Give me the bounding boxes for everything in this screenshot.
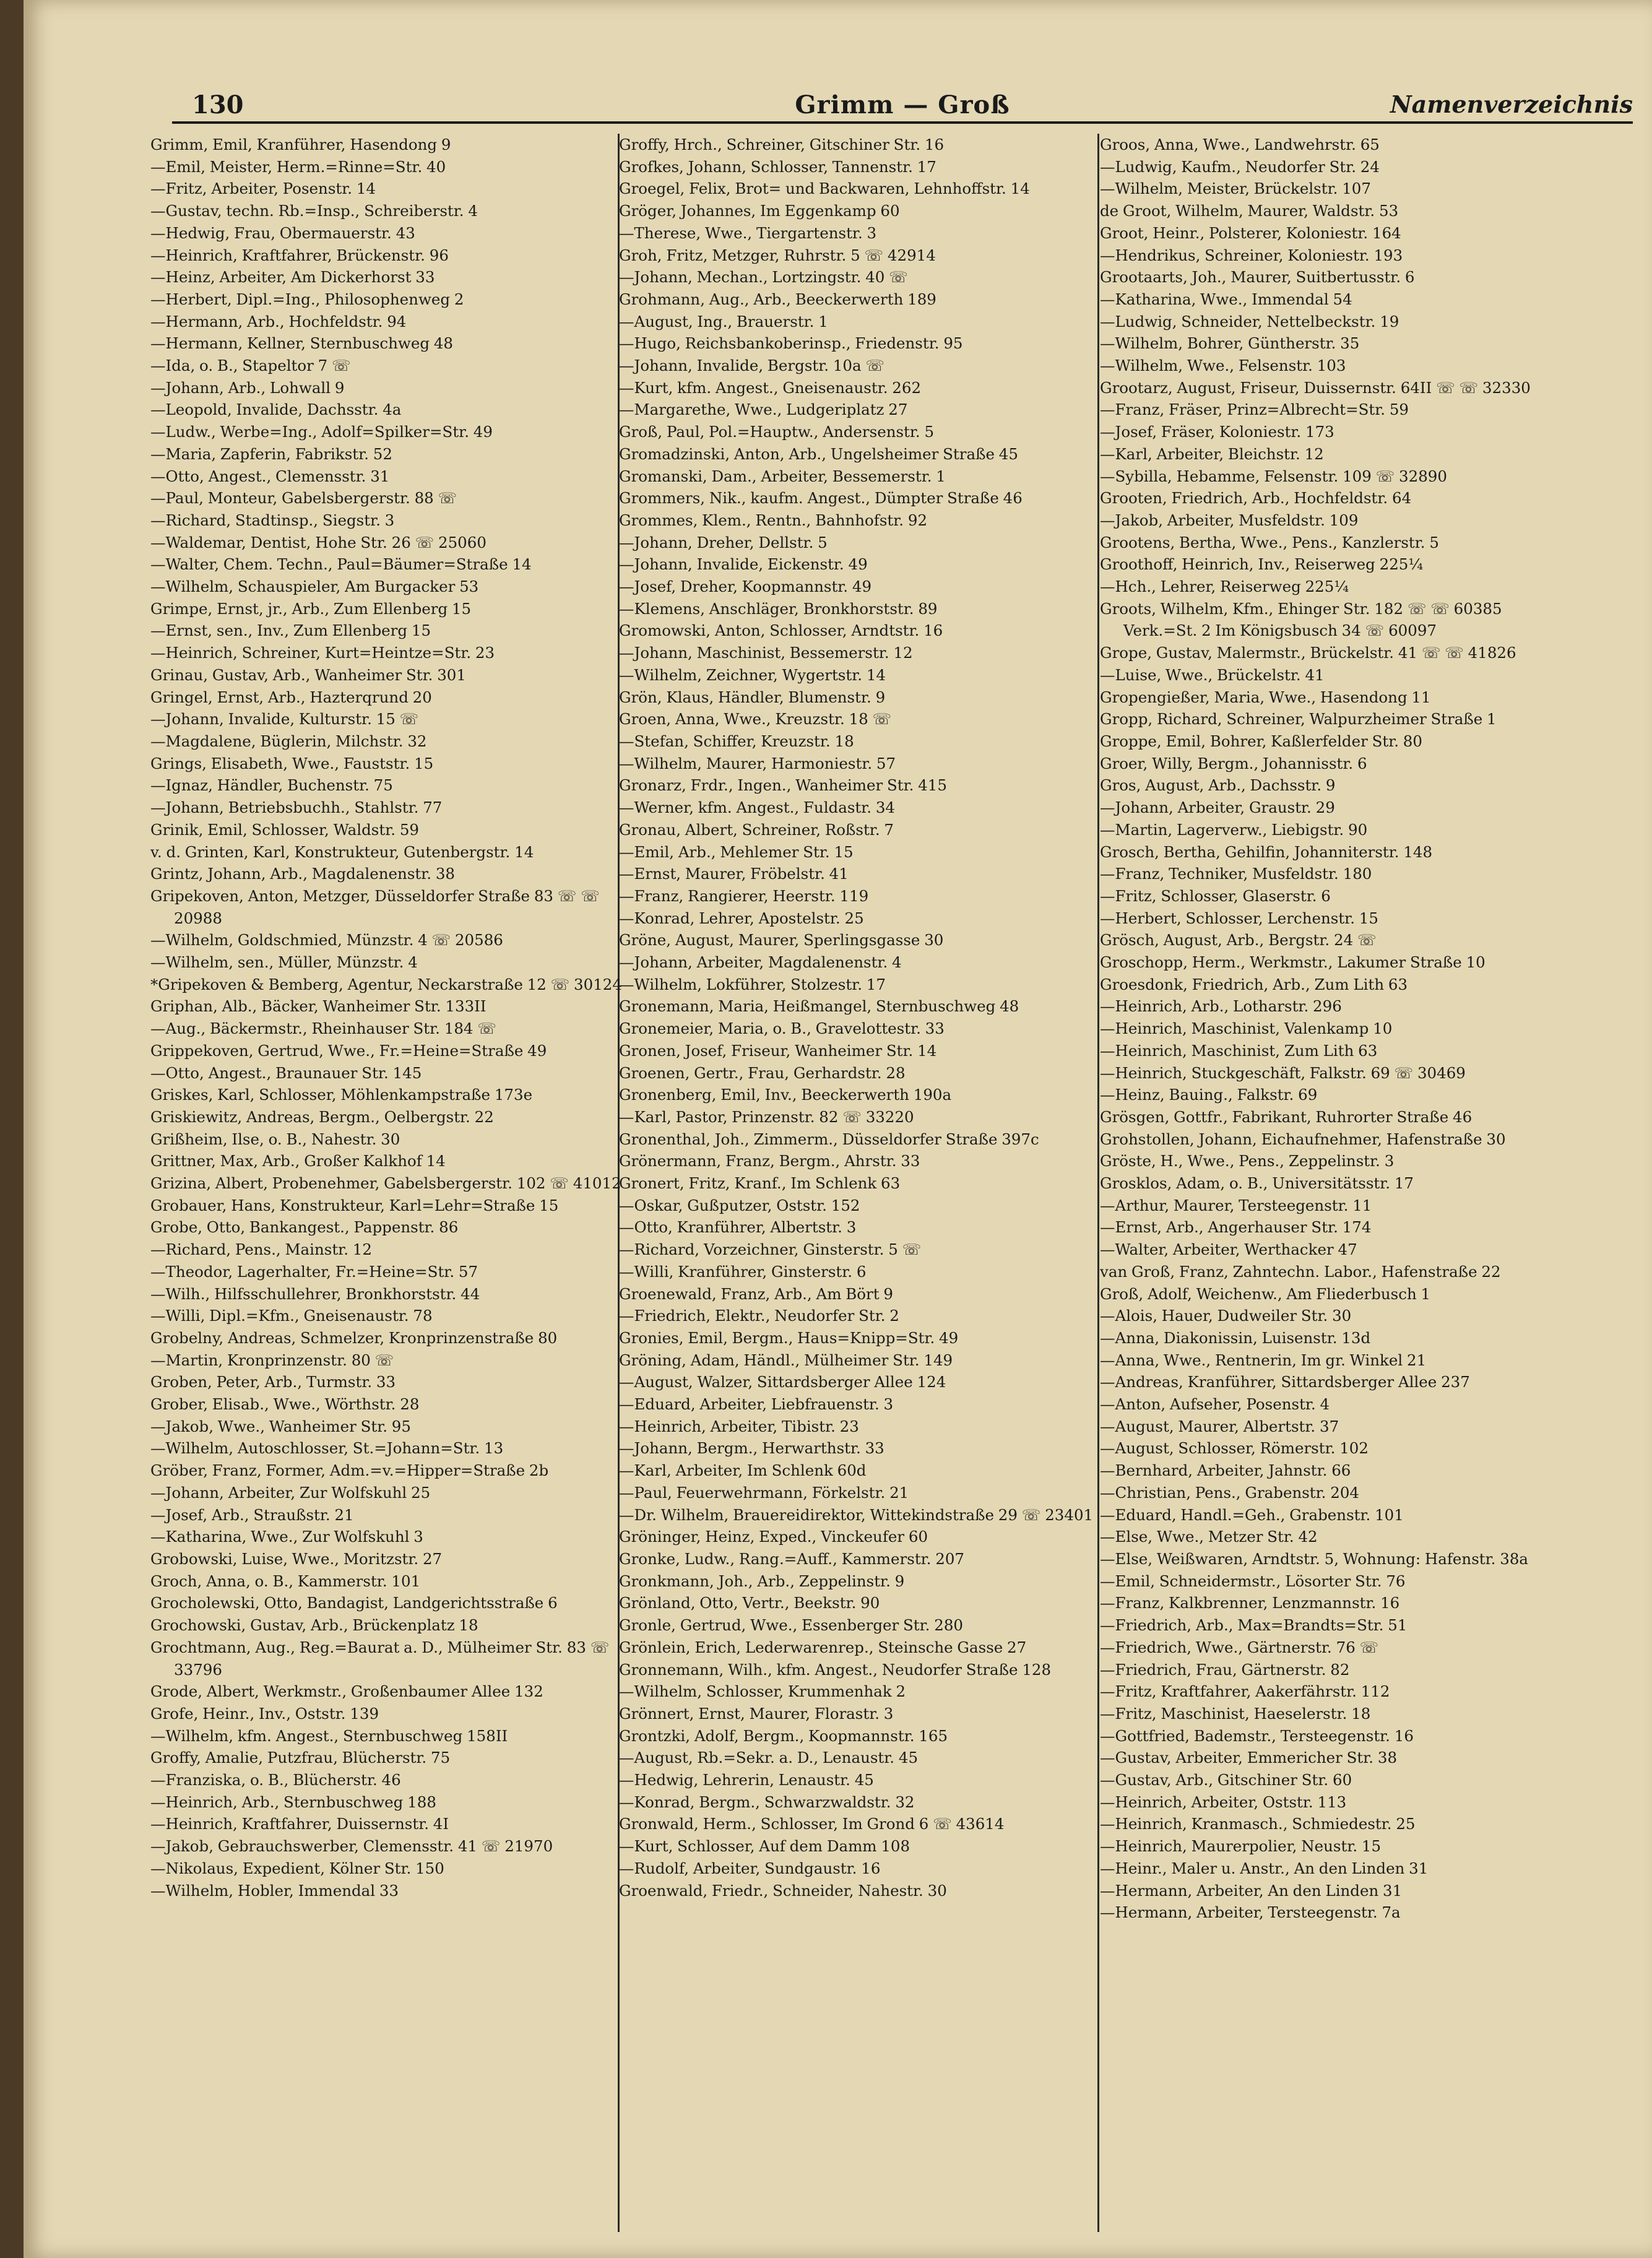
directory-entry: —Johann, Invalide, Kulturstr. 15 ☏ bbox=[150, 710, 419, 729]
directory-entry: Grizina, Albert, Probenehmer, Gabelsbergerstr. 102 ☏ 41012 bbox=[150, 1174, 621, 1193]
directory-entry: —Hedwig, Frau, Obermauerstr. 43 bbox=[150, 223, 415, 242]
directory-entry: —Friedrich, Wwe., Gärtnerstr. 76 ☏ bbox=[1100, 1638, 1379, 1656]
directory-entry: van Groß, Franz, Zahntechn. Labor., Hafenstraße 22 bbox=[1100, 1262, 1501, 1281]
directory-entry: Groos, Anna, Wwe., Landwehrstr. 65 bbox=[1100, 136, 1380, 154]
directory-entry: —Andreas, Kranführer, Sittardsberger Allee 237 bbox=[1100, 1373, 1470, 1391]
directory-entry: Gröning, Adam, Händl., Mülheimer Str. 149 bbox=[619, 1351, 953, 1369]
directory-entry: —Fritz, Kraftfahrer, Aakerfährstr. 112 bbox=[1100, 1682, 1390, 1701]
directory-entry: —Willi, Dipl.=Kfm., Gneisenaustr. 78 bbox=[150, 1307, 433, 1325]
directory-entry: Gronies, Emil, Bergm., Haus=Knipp=Str. 49 bbox=[619, 1328, 959, 1347]
directory-entry: Groschopp, Herm., Werkmstr., Lakumer Straße 10 bbox=[1100, 953, 1486, 972]
directory-entry: Grontzki, Adolf, Bergm., Koopmannstr. 165 bbox=[619, 1726, 948, 1745]
directory-entry: —Heinr., Maler u. Anstr., An den Linden 31 bbox=[1100, 1859, 1429, 1877]
directory-entry: Grootarz, August, Friseur, Duissernstr. 64II ☏ ☏ 32330 bbox=[1100, 378, 1531, 397]
directory-entry: —Eduard, Arbeiter, Liebfrauenstr. 3 bbox=[619, 1395, 894, 1414]
directory-entry: Grönnert, Ernst, Maurer, Florastr. 3 bbox=[619, 1704, 894, 1723]
directory-entry: —Heinrich, Maschinist, Zum Lith 63 bbox=[1100, 1041, 1378, 1060]
directory-entry: —Friedrich, Arb., Max=Brandts=Str. 51 bbox=[1100, 1616, 1408, 1635]
directory-entry: Gronenthal, Joh., Zimmerm., Düsseldorfer Straße 397c bbox=[619, 1130, 1039, 1148]
directory-entry: —Otto, Angest., Braunauer Str. 145 bbox=[150, 1063, 422, 1082]
directory-entry: Grohmann, Aug., Arb., Beeckerwerth 189 bbox=[619, 290, 936, 308]
directory-entry: Groenen, Gertr., Frau, Gerhardstr. 28 bbox=[619, 1063, 906, 1082]
directory-entry: —Wilh., Hilfsschullehrer, Bronkhorststr. 44 bbox=[150, 1284, 480, 1303]
directory-entry: Gröger, Johannes, Im Eggenkamp 60 bbox=[619, 202, 900, 220]
directory-entry: —Johann, Dreher, Dellstr. 5 bbox=[619, 533, 828, 552]
directory-entry: *Gripekoven & Bemberg, Agentur, Neckarstraße 12 ☏ 30124 bbox=[150, 975, 622, 993]
directory-entry: Grobowski, Luise, Wwe., Moritzstr. 27 bbox=[150, 1550, 443, 1568]
directory-entry: —Franz, Fräser, Prinz=Albrecht=Str. 59 bbox=[1100, 400, 1409, 419]
directory-entry: —Johann, Arbeiter, Magdalenenstr. 4 bbox=[619, 953, 902, 972]
directory-entry: —Else, Weißwaren, Arndtstr. 5, Wohnung: Hafenstr. 38a bbox=[1100, 1550, 1529, 1568]
directory-entry: Grosklos, Adam, o. B., Universitätsstr. 17 bbox=[1100, 1174, 1414, 1193]
directory-entry: —Heinrich, Maurerpolier, Neustr. 15 bbox=[1100, 1837, 1382, 1856]
directory-entry: —Wilhelm, Meister, Brückelstr. 107 bbox=[1100, 180, 1371, 198]
directory-entry: —Heinrich, Kranmasch., Schmiedestr. 25 bbox=[1100, 1815, 1416, 1833]
directory-entry: Grofkes, Johann, Schlosser, Tannenstr. 17 bbox=[619, 157, 936, 176]
directory-entry: Gromowski, Anton, Schlosser, Arndtstr. 16 bbox=[619, 621, 943, 640]
directory-entry: —Margarethe, Wwe., Ludgeriplatz 27 bbox=[619, 400, 908, 419]
directory-entry: Gronke, Ludw., Rang.=Auff., Kammerstr. 207 bbox=[619, 1550, 965, 1568]
directory-entry: —Heinrich, Schreiner, Kurt=Heintze=Str. 23 bbox=[150, 644, 495, 662]
directory-entry: —Heinrich, Arbeiter, Oststr. 113 bbox=[1100, 1793, 1347, 1811]
directory-entry: —Gustav, Arb., Gitschiner Str. 60 bbox=[1100, 1771, 1352, 1789]
directory-entry: —Heinrich, Arb., Lotharstr. 296 bbox=[1100, 997, 1342, 1016]
directory-entry: Groot, Heinr., Polsterer, Koloniestr. 164 bbox=[1100, 223, 1401, 242]
page-number: 130 bbox=[192, 90, 244, 119]
directory-entry: Groffy, Hrch., Schreiner, Gitschiner Str. 16 bbox=[619, 136, 945, 154]
directory-entry: —Heinrich, Arb., Sternbuschweg 188 bbox=[150, 1793, 436, 1811]
directory-entry: —Martin, Kronprinzenstr. 80 ☏ bbox=[150, 1351, 394, 1369]
directory-entry: Grope, Gustav, Malermstr., Brückelstr. 41 ☏ ☏ 41826 bbox=[1100, 644, 1516, 662]
directory-entry: —Ludw., Werbe=Ing., Adolf=Spilker=Str. 49 bbox=[150, 423, 493, 441]
directory-entry: Griskes, Karl, Schlosser, Möhlenkampstraße 173e bbox=[150, 1086, 533, 1104]
directory-entry: —Konrad, Lehrer, Apostelstr. 25 bbox=[619, 909, 864, 927]
directory-entry: —Waldemar, Dentist, Hohe Str. 26 ☏ 25060 bbox=[150, 533, 487, 552]
directory-entry: —Else, Wwe., Metzer Str. 42 bbox=[1100, 1528, 1318, 1546]
directory-entry: Grosch, Bertha, Gehilfin, Johanniterstr. 148 bbox=[1100, 842, 1433, 861]
directory-entry: —Hermann, Arbeiter, An den Linden 31 bbox=[1100, 1881, 1403, 1900]
directory-entry: —Fritz, Maschinist, Haeselerstr. 18 bbox=[1100, 1704, 1371, 1723]
directory-entry: —Johann, Arbeiter, Graustr. 29 bbox=[1100, 798, 1335, 817]
directory-entry: Grittner, Max, Arb., Großer Kalkhof 14 bbox=[150, 1152, 446, 1170]
directory-entry: —Leopold, Invalide, Dachsstr. 4a bbox=[150, 400, 402, 419]
directory-entry: —Luise, Wwe., Brückelstr. 41 bbox=[1100, 665, 1325, 684]
directory-entry: —Johann, Invalide, Eickenstr. 49 bbox=[619, 555, 868, 574]
directory-entry: Grönermann, Franz, Bergm., Ahrstr. 33 bbox=[619, 1152, 920, 1170]
directory-entry: Groh, Fritz, Metzger, Ruhrstr. 5 ☏ 42914 bbox=[619, 246, 936, 264]
directory-entry: —Heinrich, Kraftfahrer, Duissernstr. 4I bbox=[150, 1815, 449, 1833]
directory-entry: —Hermann, Arbeiter, Tersteegenstr. 7a bbox=[1100, 1903, 1401, 1922]
directory-entry: Gronkmann, Joh., Arb., Zeppelinstr. 9 bbox=[619, 1572, 905, 1590]
directory-entry: —Rudolf, Arbeiter, Sundgaustr. 16 bbox=[619, 1859, 881, 1877]
directory-entry: —Wilhelm, Schauspieler, Am Burgacker 53 bbox=[150, 577, 479, 596]
directory-entry: —Eduard, Handl.=Geh., Grabenstr. 101 bbox=[1100, 1505, 1404, 1524]
directory-entry: Griphan, Alb., Bäcker, Wanheimer Str. 133II bbox=[150, 997, 487, 1016]
directory-entry: —Fritz, Arbeiter, Posenstr. 14 bbox=[150, 180, 376, 198]
directory-entry: —Otto, Angest., Clemensstr. 31 bbox=[150, 467, 390, 485]
directory-entry: —Walter, Chem. Techn., Paul=Bäumer=Straße 14 bbox=[150, 555, 532, 574]
directory-entry: Grobelny, Andreas, Schmelzer, Kronprinzenstraße 80 bbox=[150, 1328, 558, 1347]
directory-entry: —Sybilla, Hebamme, Felsenstr. 109 ☏ 32890 bbox=[1100, 467, 1447, 485]
directory-entry: —Konrad, Bergm., Schwarzwaldstr. 32 bbox=[619, 1793, 915, 1811]
directory-entry: —Oskar, Gußputzer, Oststr. 152 bbox=[619, 1196, 860, 1214]
directory-entry: Grobauer, Hans, Konstrukteur, Karl=Lehr=Straße 15 bbox=[150, 1196, 559, 1214]
directory-entry: Gropp, Richard, Schreiner, Walpurzheimer Straße 1 bbox=[1100, 710, 1497, 729]
directory-entry: —Wilhelm, Goldschmied, Münzstr. 4 ☏ 20586 bbox=[150, 931, 503, 949]
directory-entry: Grösch, August, Arb., Bergstr. 24 ☏ bbox=[1100, 931, 1377, 949]
directory-entry: —Johann, Betriebsbuchh., Stahlstr. 77 bbox=[150, 798, 443, 817]
directory-entry: Grinik, Emil, Schlosser, Waldstr. 59 bbox=[150, 820, 419, 839]
directory-entry: —Ida, o. B., Stapeltor 7 ☏ bbox=[150, 357, 351, 375]
directory-entry: Grobe, Otto, Bankangest., Pappenstr. 86 bbox=[150, 1218, 459, 1237]
directory-entry: —Heinz, Arbeiter, Am Dickerhorst 33 bbox=[150, 268, 435, 287]
directory-entry: —Otto, Kranführer, Albertstr. 3 bbox=[619, 1218, 857, 1237]
directory-entry: —August, Ing., Brauerstr. 1 bbox=[619, 312, 828, 331]
directory-column-3 bbox=[1100, 134, 1578, 2238]
directory-entry: —Franziska, o. B., Blücherstr. 46 bbox=[150, 1771, 401, 1789]
directory-entry: —Heinz, Bauing., Falkstr. 69 bbox=[1100, 1086, 1318, 1104]
directory-entry: Gronau, Albert, Schreiner, Roßstr. 7 bbox=[619, 820, 894, 839]
directory-entry: Groegel, Felix, Brot= und Backwaren, Lehnhoffstr. 14 bbox=[619, 180, 1030, 198]
directory-entry: —Jakob, Arbeiter, Musfeldstr. 109 bbox=[1100, 511, 1359, 529]
directory-entry: Groppe, Emil, Bohrer, Kaßlerfelder Str. 80 bbox=[1100, 732, 1422, 750]
directory-entry: Gröninger, Heinz, Exped., Vinckeufer 60 bbox=[619, 1528, 928, 1546]
directory-entry: —Fritz, Schlosser, Glaserstr. 6 bbox=[1100, 886, 1331, 905]
directory-entry: Groch, Anna, o. B., Kammerstr. 101 bbox=[150, 1572, 421, 1590]
page-header bbox=[172, 87, 1633, 124]
directory-entry: —August, Walzer, Sittardsberger Allee 124 bbox=[619, 1373, 946, 1391]
directory-entry: Grootaarts, Joh., Maurer, Suitbertusstr. 6 bbox=[1100, 268, 1415, 287]
directory-entry: Grön, Klaus, Händler, Blumenstr. 9 bbox=[619, 688, 886, 706]
directory-entry: —Anna, Diakonissin, Luisenstr. 13d bbox=[1100, 1328, 1371, 1347]
directory-entry: —Johann, Arb., Lohwall 9 bbox=[150, 378, 345, 397]
directory-entry: —Paul, Monteur, Gabelsbergerstr. 88 ☏ bbox=[150, 489, 457, 508]
directory-entry: —Ludwig, Kaufm., Neudorfer Str. 24 bbox=[1100, 157, 1380, 176]
directory-entry: —Maria, Zapferin, Fabrikstr. 52 bbox=[150, 444, 392, 463]
directory-entry: —Werner, kfm. Angest., Fuldastr. 34 bbox=[619, 798, 896, 817]
directory-entry: —Jakob, Gebrauchswerber, Clemensstr. 41 ☏ 21970 bbox=[150, 1837, 553, 1856]
directory-entry: Groenewald, Franz, Arb., Am Bört 9 bbox=[619, 1284, 893, 1303]
directory-entry: —Richard, Vorzeichner, Ginsterstr. 5 ☏ bbox=[619, 1240, 922, 1259]
directory-entry: —Hugo, Reichsbankoberinsp., Friedenstr. 95 bbox=[619, 334, 963, 353]
directory-entry: —Katharina, Wwe., Immendal 54 bbox=[1100, 290, 1352, 308]
directory-entry: Grimm, Emil, Kranführer, Hasendong 9 bbox=[150, 136, 451, 154]
directory-entry: Grochowski, Gustav, Arb., Brückenplatz 18 bbox=[150, 1616, 478, 1635]
directory-entry: Grintz, Johann, Arb., Magdalenenstr. 38 bbox=[150, 865, 456, 883]
directory-entry: Gronemeier, Maria, o. B., Gravelottestr. 33 bbox=[619, 1019, 945, 1038]
directory-entry: —Wilhelm, Wwe., Felsenstr. 103 bbox=[1100, 357, 1346, 375]
directory-entry: —Ignaz, Händler, Buchenstr. 75 bbox=[150, 776, 393, 795]
directory-column-1 bbox=[150, 134, 628, 2238]
directory-entry: Groothoff, Heinrich, Inv., Reiserweg 225¼ bbox=[1100, 555, 1424, 574]
column-divider bbox=[1097, 134, 1099, 2232]
directory-entry: —Jakob, Wwe., Wanheimer Str. 95 bbox=[150, 1417, 411, 1435]
directory-entry: —Heinrich, Arbeiter, Tibistr. 23 bbox=[619, 1417, 859, 1435]
directory-entry: —Wilhelm, Bohrer, Güntherstr. 35 bbox=[1100, 334, 1360, 353]
directory-entry: —Johann, Arbeiter, Zur Wolfskuhl 25 bbox=[150, 1483, 431, 1502]
directory-entry: Groß, Adolf, Weichenw., Am Fliederbusch 1 bbox=[1100, 1284, 1431, 1303]
directory-entry: —Friedrich, Elektr., Neudorfer Str. 2 bbox=[619, 1307, 899, 1325]
directory-entry: Grißheim, Ilse, o. B., Nahestr. 30 bbox=[150, 1130, 400, 1148]
directory-entry: —Richard, Pens., Mainstr. 12 bbox=[150, 1240, 372, 1259]
directory-entry: —Kurt, kfm. Angest., Gneisenaustr. 262 bbox=[619, 378, 922, 397]
directory-entry: Grönlein, Erich, Lederwarenrep., Steinsche Gasse 27 bbox=[619, 1638, 1027, 1656]
directory-entry: —Hermann, Kellner, Sternbuschweg 48 bbox=[150, 334, 454, 353]
directory-entry: Gronle, Gertrud, Wwe., Essenberger Str. 280 bbox=[619, 1616, 963, 1635]
directory-entry: —Kurt, Schlosser, Auf dem Damm 108 bbox=[619, 1837, 910, 1856]
directory-entry: —Wilhelm, kfm. Angest., Sternbuschweg 158II bbox=[150, 1726, 508, 1745]
directory-entry: —Emil, Schneidermstr., Lösorter Str. 76 bbox=[1100, 1572, 1406, 1590]
directory-entry: —Wilhelm, Hobler, Immendal 33 bbox=[150, 1881, 399, 1900]
directory-entry: —August, Rb.=Sekr. a. D., Lenaustr. 45 bbox=[619, 1749, 919, 1767]
directory-entry: —Katharina, Wwe., Zur Wolfskuhl 3 bbox=[150, 1528, 423, 1546]
directory-entry: Gronnemann, Wilh., kfm. Angest., Neudorfer Straße 128 bbox=[619, 1660, 1052, 1679]
directory-entry: Grommers, Nik., kaufm. Angest., Dümpter Straße 46 bbox=[619, 489, 1023, 508]
directory-entry: —Herbert, Dipl.=Ing., Philosophenweg 2 bbox=[150, 290, 464, 308]
directory-entry: —Emil, Arb., Mehlemer Str. 15 bbox=[619, 842, 854, 861]
directory-entry: —Gustav, Arbeiter, Emmericher Str. 38 bbox=[1100, 1749, 1398, 1767]
directory-entry: —Arthur, Maurer, Tersteegenstr. 11 bbox=[1100, 1196, 1372, 1214]
directory-entry: —Emil, Meister, Herm.=Rinne=Str. 40 bbox=[150, 157, 446, 176]
directory-entry: —Heinrich, Maschinist, Valenkamp 10 bbox=[1100, 1019, 1393, 1038]
directory-entry: —Bernhard, Arbeiter, Jahnstr. 66 bbox=[1100, 1461, 1351, 1480]
directory-entry: —Franz, Rangierer, Heerstr. 119 bbox=[619, 886, 869, 905]
directory-entry: —Gustav, techn. Rb.=Insp., Schreiberstr. 4 bbox=[150, 202, 478, 220]
directory-entry: —Richard, Stadtinsp., Siegstr. 3 bbox=[150, 511, 395, 529]
directory-entry: Grootens, Bertha, Wwe., Pens., Kanzlerstr. 5 bbox=[1100, 533, 1439, 552]
directory-entry: —Walter, Arbeiter, Werthacker 47 bbox=[1100, 1240, 1357, 1259]
section-title: Namenverzeichnis bbox=[1390, 90, 1633, 118]
directory-entry: Grippekoven, Gertrud, Wwe., Fr.=Heine=Straße 49 bbox=[150, 1041, 547, 1060]
directory-entry: Gronenberg, Emil, Inv., Beeckerwerth 190a bbox=[619, 1086, 952, 1104]
directory-entry: Grode, Albert, Werkmstr., Großenbaumer Allee 132 bbox=[150, 1682, 543, 1701]
directory-entry: Groesdonk, Friedrich, Arb., Zum Lith 63 bbox=[1100, 975, 1408, 993]
directory-entry: —Josef, Fräser, Koloniestr. 173 bbox=[1100, 423, 1334, 441]
directory-entry: Grooten, Friedrich, Arb., Hochfeldstr. 64 bbox=[1100, 489, 1412, 508]
directory-entry: Grober, Elisab., Wwe., Wörthstr. 28 bbox=[150, 1395, 420, 1414]
directory-entry: —Anton, Aufseher, Posenstr. 4 bbox=[1100, 1395, 1330, 1414]
directory-entry: —Heinrich, Stuckgeschäft, Falkstr. 69 ☏ 30469 bbox=[1100, 1063, 1466, 1082]
directory-entry: Gronen, Josef, Friseur, Wanheimer Str. 14 bbox=[619, 1041, 937, 1060]
directory-entry: —Hermann, Arb., Hochfeldstr. 94 bbox=[150, 312, 407, 331]
directory-entry: —Wilhelm, Schlosser, Krummenhak 2 bbox=[619, 1682, 906, 1701]
directory-entry: —Josef, Arb., Straußstr. 21 bbox=[150, 1505, 354, 1524]
directory-entry: —Wilhelm, Lokführer, Stolzestr. 17 bbox=[619, 975, 886, 993]
directory-entry: —Karl, Arbeiter, Bleichstr. 12 bbox=[1100, 444, 1324, 463]
directory-entry: —Ernst, Maurer, Fröbelstr. 41 bbox=[619, 865, 849, 883]
directory-entry: —Paul, Feuerwehrmann, Förkelstr. 21 bbox=[619, 1483, 909, 1502]
name-range: Grimm — Groß bbox=[795, 90, 1010, 119]
directory-entry: —Anna, Wwe., Rentnerin, Im gr. Winkel 21 bbox=[1100, 1351, 1427, 1369]
directory-entry: Grofe, Heinr., Inv., Oststr. 139 bbox=[150, 1704, 379, 1723]
directory-entry: —August, Maurer, Albertstr. 37 bbox=[1100, 1417, 1339, 1435]
directory-column-2 bbox=[619, 134, 1097, 2238]
directory-entry: Gromadzinski, Anton, Arb., Ungelsheimer Straße 45 bbox=[619, 444, 1018, 463]
directory-entry: Gronwald, Herm., Schlosser, Im Grond 6 ☏ 43614 bbox=[619, 1815, 1005, 1833]
directory-entry: —Johann, Mechan., Lortzingstr. 40 ☏ bbox=[619, 268, 908, 287]
directory-entry: Groer, Willy, Bergm., Johannisstr. 6 bbox=[1100, 754, 1367, 772]
directory-entry: —Friedrich, Frau, Gärtnerstr. 82 bbox=[1100, 1660, 1350, 1679]
directory-entry: —Stefan, Schiffer, Kreuzstr. 18 bbox=[619, 732, 854, 750]
directory-entry: Groffy, Amalie, Putzfrau, Blücherstr. 75 bbox=[150, 1749, 451, 1767]
directory-entry: —Nikolaus, Expedient, Kölner Str. 150 bbox=[150, 1859, 444, 1877]
directory-entry: Grimpe, Ernst, jr., Arb., Zum Ellenberg 15 bbox=[150, 599, 472, 618]
directory-entry: —Johann, Bergm., Herwarthstr. 33 bbox=[619, 1439, 884, 1458]
directory-entry: —Dr. Wilhelm, Brauereidirektor, Wittekindstraße 29 ☏ 23401 bbox=[619, 1505, 1094, 1524]
directory-entry: —Aug., Bäckermstr., Rheinhauser Str. 184 ☏ bbox=[150, 1019, 496, 1038]
directory-entry: —Johann, Maschinist, Bessemerstr. 12 bbox=[619, 644, 913, 662]
directory-entry: Gröne, August, Maurer, Sperlingsgasse 30 bbox=[619, 931, 944, 949]
directory-entry: Groen, Anna, Wwe., Kreuzstr. 18 ☏ bbox=[619, 710, 892, 729]
directory-entry: —Christian, Pens., Grabenstr. 204 bbox=[1100, 1483, 1360, 1502]
directory-entry: Groenwald, Friedr., Schneider, Nahestr. 30 bbox=[619, 1881, 947, 1900]
directory-entry: —Heinrich, Kraftfahrer, Brückenstr. 96 bbox=[150, 246, 449, 264]
directory-entry: —Gottfried, Bademstr., Tersteegenstr. 16 bbox=[1100, 1726, 1414, 1745]
directory-entry: Griskiewitz, Andreas, Bergm., Oelbergstr. 22 bbox=[150, 1107, 494, 1126]
directory-entry: —Ludwig, Schneider, Nettelbeckstr. 19 bbox=[1100, 312, 1399, 331]
directory-entry: —Herbert, Schlosser, Lerchenstr. 15 bbox=[1100, 909, 1378, 927]
directory-entry: —Ernst, sen., Inv., Zum Ellenberg 15 bbox=[150, 621, 431, 640]
directory-entry: —Theodor, Lagerhalter, Fr.=Heine=Str. 57 bbox=[150, 1262, 478, 1281]
directory-entry: —Franz, Kalkbrenner, Lenzmannstr. 16 bbox=[1100, 1594, 1400, 1612]
directory-entry: —Karl, Pastor, Prinzenstr. 82 ☏ 33220 bbox=[619, 1107, 914, 1126]
directory-entry: Grösgen, Gottfr., Fabrikant, Ruhrorter Straße 46 bbox=[1100, 1107, 1473, 1126]
directory-entry: v. d. Grinten, Karl, Konstrukteur, Gutenbergstr. 14 bbox=[150, 842, 534, 861]
directory-entry: Grinau, Gustav, Arb., Wanheimer Str. 301 bbox=[150, 665, 466, 684]
directory-entry: Grocholewski, Otto, Bandagist, Landgerichtsstraße 6 bbox=[150, 1594, 558, 1612]
directory-entry: Groß, Paul, Pol.=Hauptw., Andersenstr. 5 bbox=[619, 423, 935, 441]
directory-entry: —Willi, Kranführer, Ginsterstr. 6 bbox=[619, 1262, 867, 1281]
directory-entry: Grohstollen, Johann, Eichaufnehmer, Hafenstraße 30 bbox=[1100, 1130, 1506, 1148]
directory-entry: Gripekoven, Anton, Metzger, Düsseldorfer Straße 83 ☏ ☏ 20988 bbox=[150, 886, 600, 927]
directory-entry: —Hendrikus, Schreiner, Koloniestr. 193 bbox=[1100, 246, 1403, 264]
directory-entry: Gröste, H., Wwe., Pens., Zeppelinstr. 3 bbox=[1100, 1152, 1395, 1170]
directory-entry: —Franz, Techniker, Musfeldstr. 180 bbox=[1100, 865, 1372, 883]
directory-entry: Gronert, Fritz, Kranf., Im Schlenk 63 bbox=[619, 1174, 901, 1193]
directory-entry: —August, Schlosser, Römerstr. 102 bbox=[1100, 1439, 1369, 1458]
directory-entry: —Wilhelm, Zeichner, Wygertstr. 14 bbox=[619, 665, 886, 684]
directory-entry: —Wilhelm, Maurer, Harmoniestr. 57 bbox=[619, 754, 896, 772]
directory-entry: —Magdalene, Büglerin, Milchstr. 32 bbox=[150, 732, 427, 750]
directory-entry: Gronarz, Frdr., Ingen., Wanheimer Str. 415 bbox=[619, 776, 947, 795]
directory-entry: Grochtmann, Aug., Reg.=Baurat a. D., Mülheimer Str. 83 ☏ 33796 bbox=[150, 1638, 610, 1679]
directory-entry: Gringel, Ernst, Arb., Hazterqrund 20 bbox=[150, 688, 432, 706]
directory-entry: Grommes, Klem., Rentn., Bahnhofstr. 92 bbox=[619, 511, 928, 529]
directory-entry: —Josef, Dreher, Koopmannstr. 49 bbox=[619, 577, 872, 596]
directory-entry: —Klemens, Anschläger, Bronkhorststr. 89 bbox=[619, 599, 938, 618]
directory-entry: —Ernst, Arb., Angerhauser Str. 174 bbox=[1100, 1218, 1372, 1237]
directory-entry: Gromanski, Dam., Arbeiter, Bessemerstr. 1 bbox=[619, 467, 946, 485]
directory-entry: —Therese, Wwe., Tiergartenstr. 3 bbox=[619, 223, 877, 242]
directory-entry: —Hch., Lehrer, Reiserweg 225¼ bbox=[1100, 577, 1349, 596]
directory-entry: —Martin, Lagerverw., Liebigstr. 90 bbox=[1100, 820, 1368, 839]
directory-entry: Gröber, Franz, Former, Adm.=v.=Hipper=Straße 2b bbox=[150, 1461, 549, 1480]
directory-entry: Gros, August, Arb., Dachsstr. 9 bbox=[1100, 776, 1336, 795]
directory-entry: Groben, Peter, Arb., Turmstr. 33 bbox=[150, 1373, 396, 1391]
directory-entry: —Karl, Arbeiter, Im Schlenk 60d bbox=[619, 1461, 867, 1480]
directory-entry: Grönland, Otto, Vertr., Beekstr. 90 bbox=[619, 1594, 880, 1612]
directory-entry: —Wilhelm, Autoschlosser, St.=Johann=Str. 13 bbox=[150, 1439, 504, 1458]
directory-entry: —Alois, Hauer, Dudweiler Str. 30 bbox=[1100, 1307, 1352, 1325]
directory-entry: Gropengießer, Maria, Wwe., Hasendong 11 bbox=[1100, 688, 1431, 706]
directory-entry: Groots, Wilhelm, Kfm., Ehinger Str. 182 ☏ ☏ 60385 Verk.=St. 2 Im Königsbusch 34 ☏ 60097 bbox=[1100, 599, 1502, 640]
directory-entry: Gronemann, Maria, Heißmangel, Sternbuschweg 48 bbox=[619, 997, 1019, 1016]
directory-entry: de Groot, Wilhelm, Maurer, Waldstr. 53 bbox=[1100, 202, 1399, 220]
directory-entry: —Hedwig, Lehrerin, Lenaustr. 45 bbox=[619, 1771, 874, 1789]
directory-entry: —Johann, Invalide, Bergstr. 10a ☏ bbox=[619, 357, 885, 375]
directory-entry: —Wilhelm, sen., Müller, Münzstr. 4 bbox=[150, 953, 418, 972]
directory-entry: Grings, Elisabeth, Wwe., Fauststr. 15 bbox=[150, 754, 434, 772]
